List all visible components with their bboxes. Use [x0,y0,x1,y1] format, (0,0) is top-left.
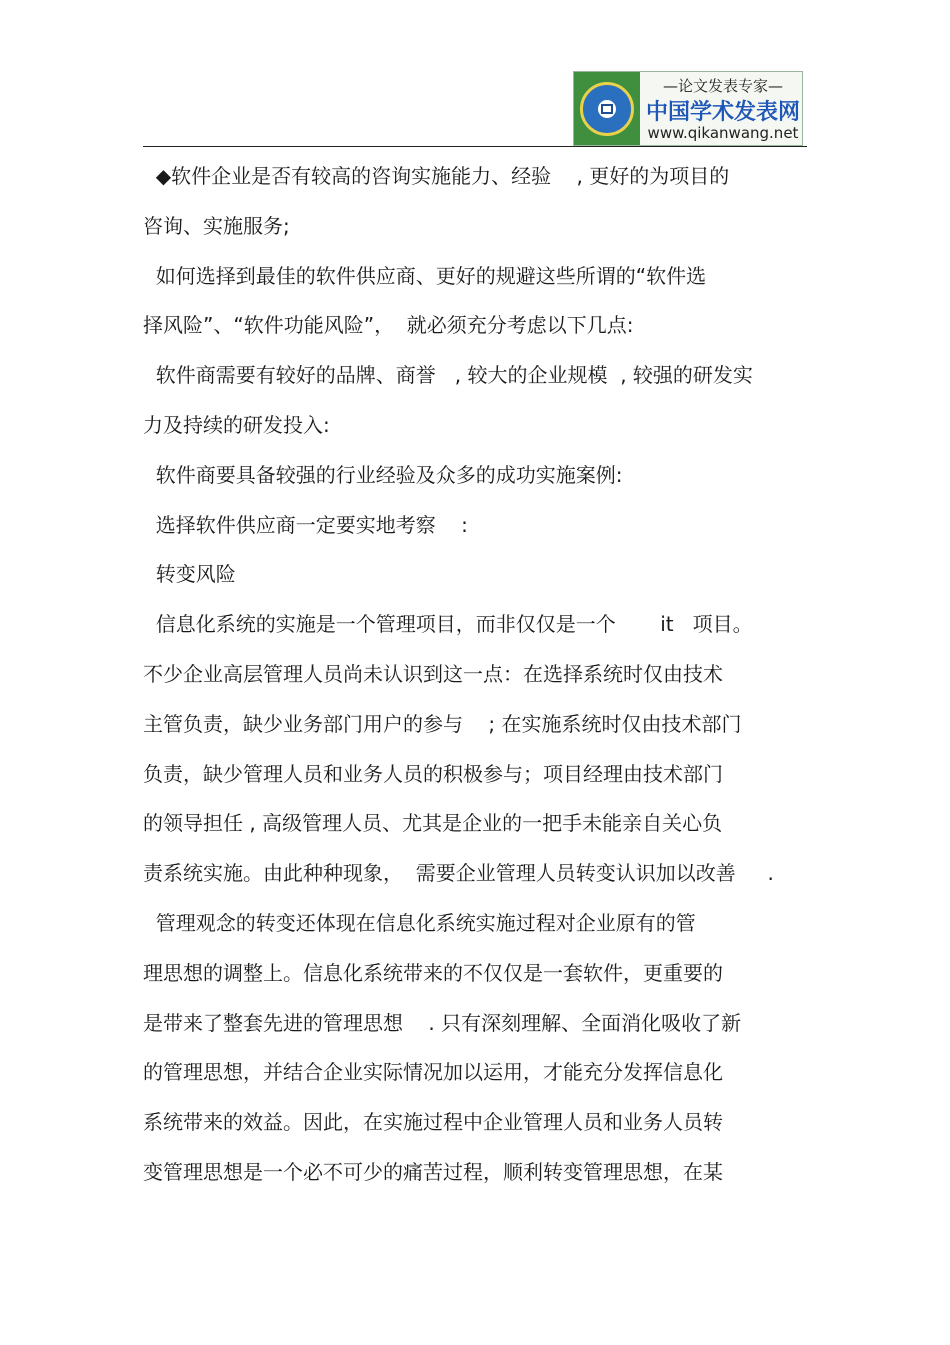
text-line: 理思想的调整上。信息化系统带来的不仅仅是一套软件，更重要的 [143,960,723,985]
logo-url: www.qikanwang.net [647,124,799,142]
text-line: 力及持续的研发投入: [143,412,330,437]
site-logo [573,71,803,146]
document-body [143,152,793,1198]
text-line: 软件商要具备较强的行业经验及众多的成功实施案例: [143,462,623,487]
text-line: 的领导担任 , 高级管理人员、尤其是企业的一把手未能亲自关心负 [143,811,723,836]
text-line: 责系统实施。由此种种现象， 需要企业管理人员转变认识加以改善 . [143,861,774,886]
text-line: 软件商需要有较好的品牌、商誉 , 较大的企业规模 , 较强的研发实 [143,363,753,388]
text-line: 选择软件供应商一定要实地考察 : [143,512,468,537]
text-line: 咨询、实施服务; [143,213,290,238]
text-line: 信息化系统的实施是一个管理项目，而非仅仅是一个 it 项目。 [143,612,753,637]
text-line: 如何选择到最佳的软件供应商、更好的规避这些所谓的“软件选 [143,263,707,288]
text-line: ◆软件企业是否有较高的咨询实施能力、经验 , 更好的为项目的 [143,164,730,188]
text-line: 负责，缺少管理人员和业务人员的积极参与；项目经理由技术部门 [143,761,723,786]
header-divider [143,146,807,147]
text-line: 不少企业高层管理人员尚未认识到这一点：在选择系统时仅由技术 [143,661,723,686]
logo-slogan: —论文发表专家— [662,77,783,95]
text-line: 变管理思想是一个必不可少的痛苦过程，顺利转变管理思想，在某 [143,1159,723,1184]
text-line: 是带来了整套先进的管理思想 . 只有深刻理解、全面消化吸收了新 [143,1010,742,1035]
logo-name: 中国学术发表网 [645,100,800,125]
seal-emblem-icon [574,72,640,146]
text-line: 主管负责，缺少业务部门用户的参与 ; 在实施系统时仅由技术部门 [143,711,742,736]
text-line: 管理观念的转变还体现在信息化系统实施过程对企业原有的管 [143,910,696,935]
text-line: 系统带来的效益。因此，在实施过程中企业管理人员和业务人员转 [143,1110,723,1135]
text-line: 的管理思想，并结合企业实际情况加以运用，才能充分发挥信息化 [143,1060,723,1085]
text-line: 择风险”、“软件功能风险”， 就必须充分考虑以下几点: [143,313,634,338]
text-line: 转变风险 [143,562,236,587]
